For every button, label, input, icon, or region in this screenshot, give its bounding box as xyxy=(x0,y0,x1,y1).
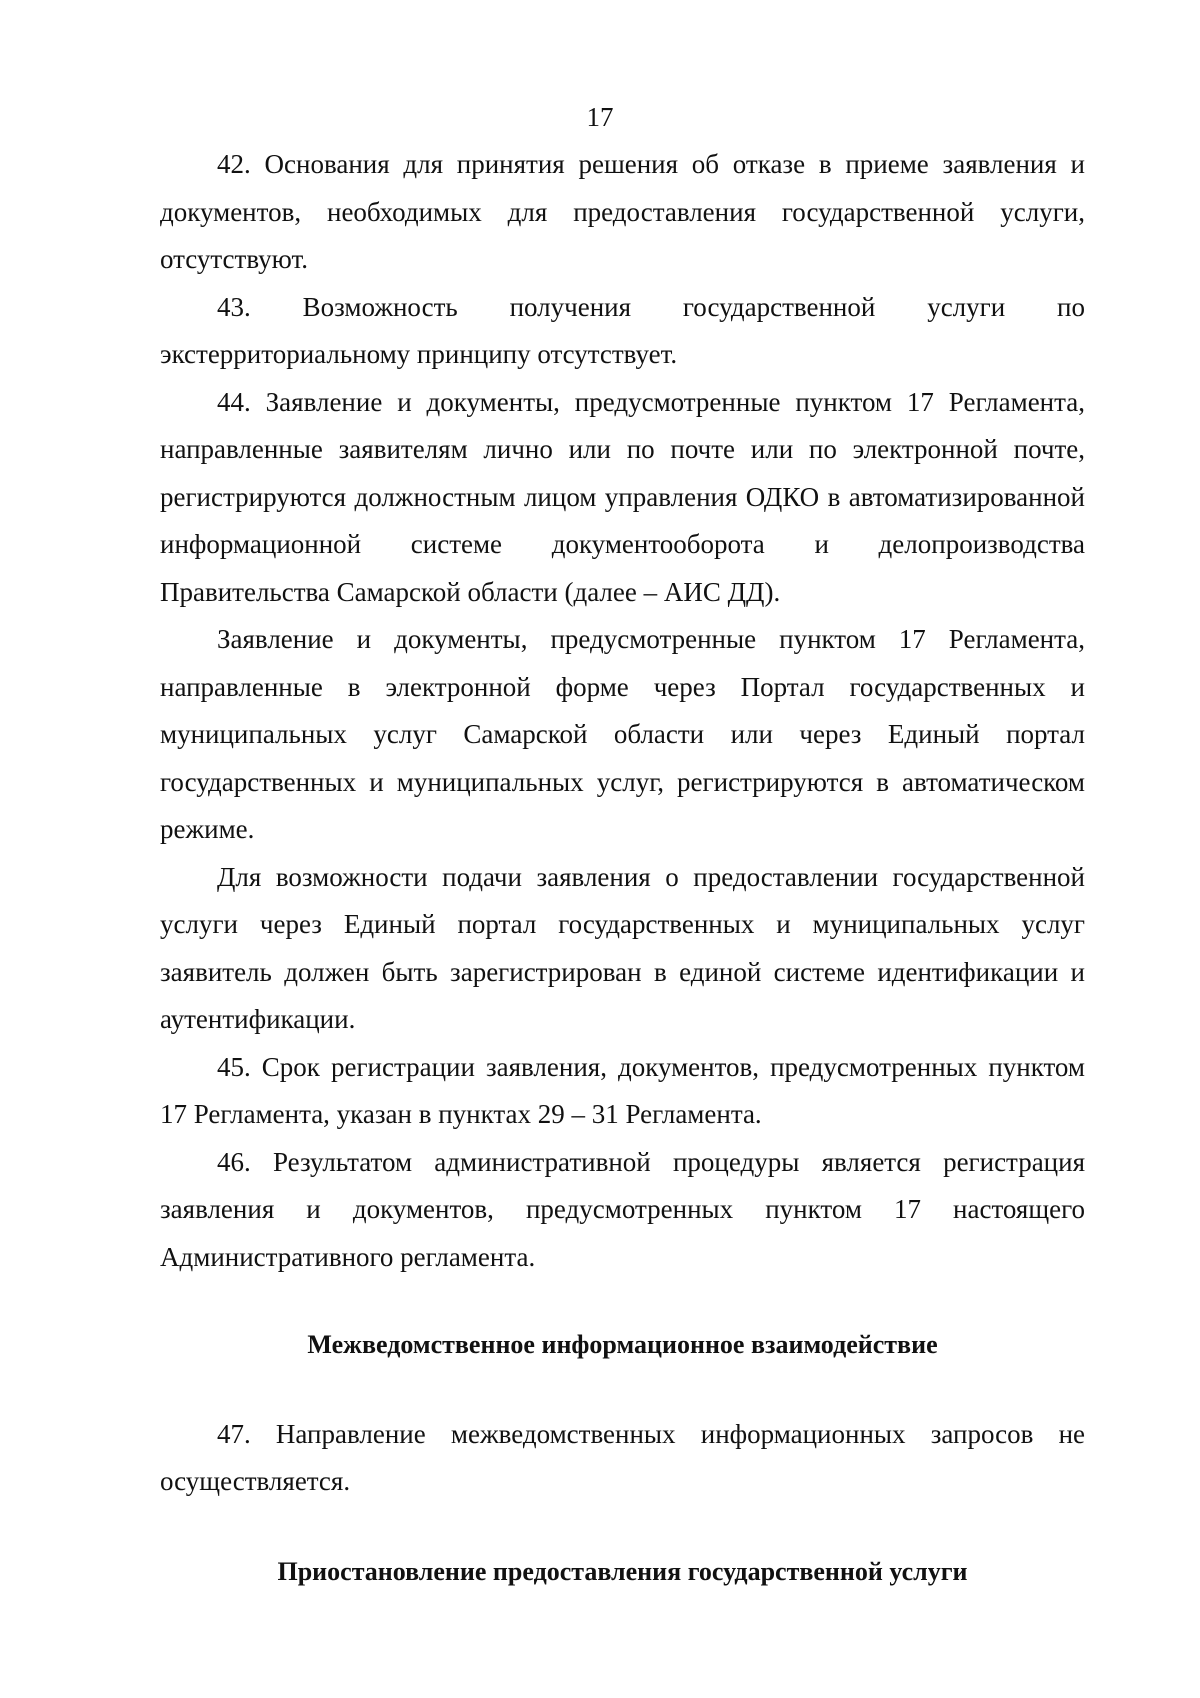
paragraph-42: 42. Основания для принятия решения об отказе в приеме заявления и документов, необходимых для предоставления государственной услуги, отсутствуют. xyxy=(160,149,1085,274)
section-heading-interagency: Межведомственное информационное взаимодействие xyxy=(307,1330,938,1359)
paragraph-44-registration: Для возможности подачи заявления о предоставлении государственной услуги через Единый портал государственных и муниципальных услуг заявитель должен быть зарегистрирован в единой системе идентификации и аутентификации. xyxy=(160,861,1085,1034)
paragraph-43: 43. Возможность получения государственной услуги по экстерриториальному принципу отсутствует. xyxy=(160,291,1085,369)
paragraph-44-electronic: Заявление и документы, предусмотренные пунктом 17 Регламента, направленные в электронной форме через Портал государственных и муниципальных услуг Самарской области или через Единый портал государственных и муниципальных услуг, регистрируются в автоматическом режиме. xyxy=(160,624,1085,844)
page-number: 17 xyxy=(586,102,614,132)
paragraph-46: 46. Результатом административной процедуры является регистрация заявления и документов, предусмотренных пунктом 17 настоящего Административного регламента. xyxy=(160,1146,1085,1272)
section-heading-suspension: Приостановление предоставления государственной услуги xyxy=(277,1556,968,1586)
paragraph-44: 44. Заявление и документы, предусмотренные пунктом 17 Регламента, направленные заявителям лично или по почте или по электронной почте, регистрируются должностным лицом управления ОДКО в автоматизированной информационной системе документооборота и делопроизводства Правительства Самарской области (далее – АИС ДД). xyxy=(160,386,1085,607)
paragraph-47: 47. Направление межведомственных информационных запросов не осуществляется. xyxy=(160,1418,1085,1496)
paragraph-45: 45. Срок регистрации заявления, документов, предусмотренных пунктом 17 Регламента, указан в пунктах 29 – 31 Регламента. xyxy=(160,1051,1085,1129)
document-body xyxy=(160,141,1085,1595)
